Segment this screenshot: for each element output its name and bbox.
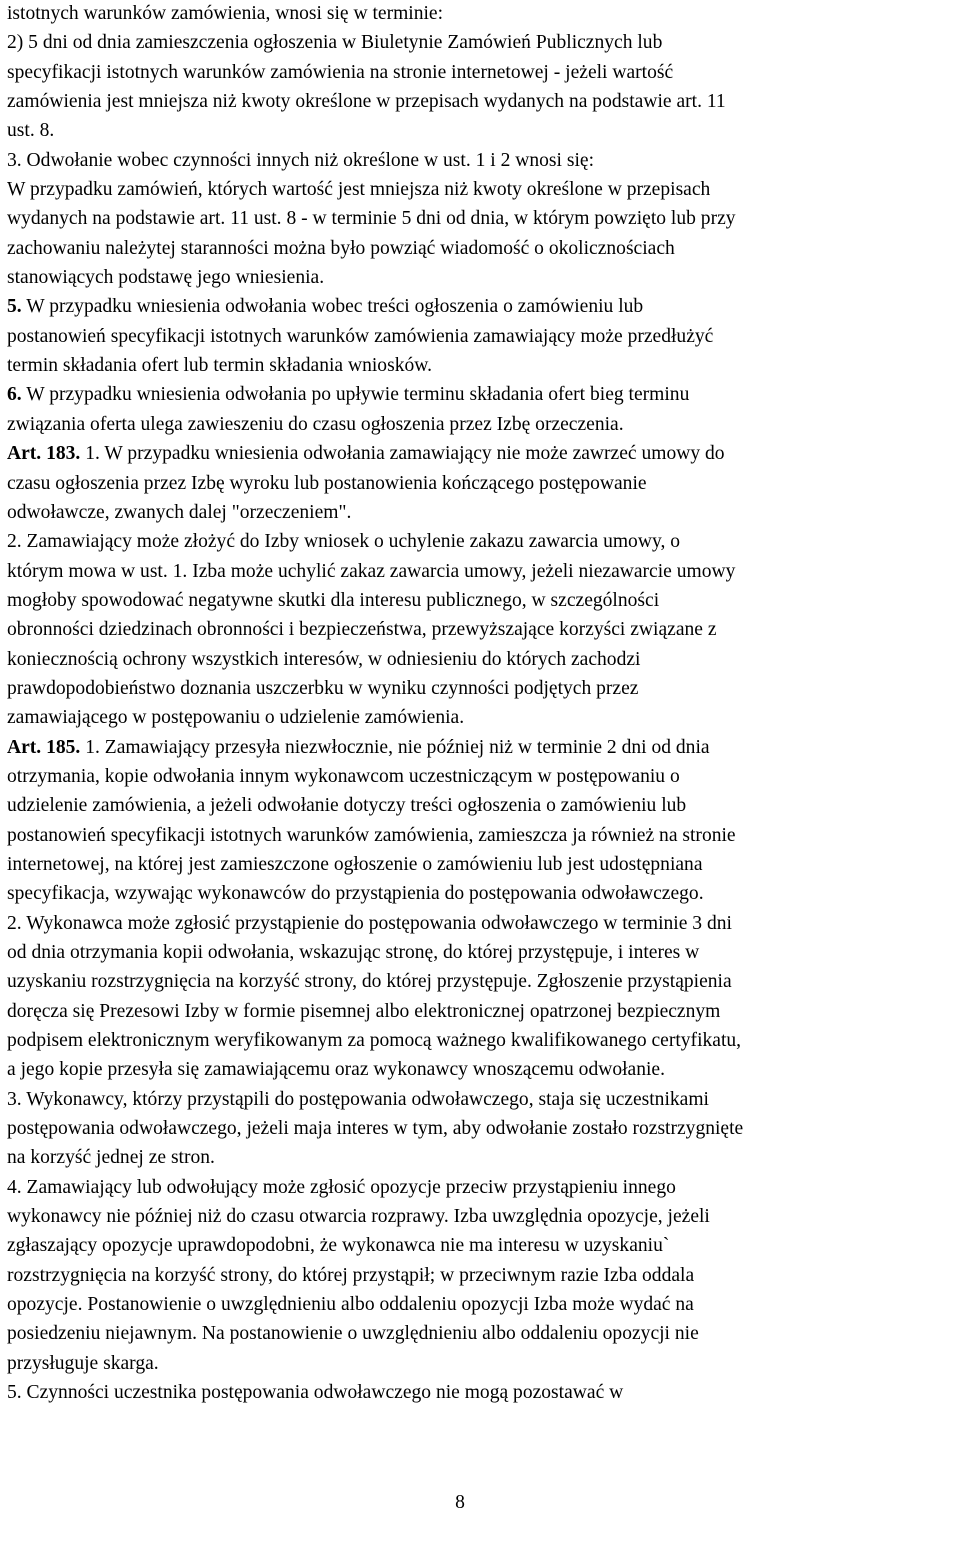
article-label: 5. bbox=[7, 296, 22, 318]
line-text: posiedzeniu niejawnym. Na postanowienie o uwzględnieniu albo oddaleniu opozycji nie bbox=[7, 1323, 699, 1345]
text-line bbox=[7, 28, 955, 57]
text-line bbox=[7, 997, 955, 1026]
text-line bbox=[7, 645, 955, 674]
line-text: otrzymania, kopie odwołania innym wykonawcom uczestniczącym w postępowaniu o bbox=[7, 765, 680, 787]
line-text: W przypadku wniesienia odwołania wobec treści ogłoszenia o zamówieniu lub bbox=[21, 296, 644, 318]
text-line bbox=[7, 586, 955, 615]
text-line bbox=[7, 380, 955, 409]
line-text: 2) 5 dni od dnia zamieszczenia ogłoszenia w Biuletynie Zamówień Publicznych lub bbox=[7, 32, 663, 54]
text-line bbox=[7, 1261, 955, 1290]
line-text: zamawiającego w postępowaniu o udzielenie zamówienia. bbox=[7, 707, 465, 729]
text-line bbox=[7, 1349, 955, 1378]
article-label: Art. 183. bbox=[7, 443, 81, 465]
line-text: czasu ogłoszenia przez Izbę wyroku lub postanowienia kończącego postępowanie bbox=[7, 472, 647, 494]
text-line bbox=[7, 703, 955, 732]
text-line bbox=[7, 527, 955, 556]
text-line bbox=[7, 1085, 955, 1114]
line-text: uzyskaniu rozstrzygnięcia na korzyść strony, do której przystępuje. Zgłoszenie przystąpienia bbox=[7, 971, 732, 993]
text-line bbox=[7, 204, 955, 233]
text-line bbox=[7, 87, 955, 116]
text-line bbox=[7, 1173, 955, 1202]
text-line bbox=[7, 615, 955, 644]
text-line bbox=[7, 850, 955, 879]
line-text: stanowiących podstawę jego wniesienia. bbox=[7, 267, 325, 289]
line-text: prawdopodobieństwo doznania uszczerbku w wyniku czynności podjętych przez bbox=[7, 677, 639, 699]
line-text: zamówienia jest mniejsza niż kwoty określone w przepisach wydanych na podstawie art. 11 bbox=[7, 91, 726, 113]
line-text: podpisem elektronicznym weryfikowanym za pomocą ważnego kwalifikowanego certyfikatu, bbox=[7, 1030, 742, 1052]
text-line bbox=[7, 116, 955, 145]
text-line bbox=[7, 1378, 955, 1407]
line-text: związania oferta ulega zawieszeniu do czasu ogłoszenia przez Izbę orzeczenia. bbox=[7, 413, 624, 435]
line-text: 2. Wykonawca może zgłosić przystąpienie do postępowania odwoławczego w terminie 3 dni bbox=[7, 912, 732, 934]
text-line bbox=[7, 1231, 955, 1260]
text-line bbox=[7, 234, 955, 263]
line-text: specyfikacji istotnych warunków zamówienia na stronie internetowej - jeżeli wartość bbox=[7, 61, 674, 83]
line-text: specyfikacja, wzywając wykonawców do przystąpienia do postępowania odwoławczego. bbox=[7, 883, 704, 905]
text-line bbox=[7, 439, 955, 468]
line-text: ust. 8. bbox=[7, 120, 55, 142]
line-text: wykonawcy nie później niż do czasu otwarcia rozprawy. Izba uwzględnia opozycje, jeżeli bbox=[7, 1206, 710, 1228]
document-body bbox=[7, 0, 957, 1408]
text-line bbox=[7, 938, 955, 967]
line-text: wydanych na podstawie art. 11 ust. 8 - w terminie 5 dni od dnia, w którym powzięto lub przy bbox=[7, 208, 736, 230]
text-line bbox=[7, 498, 955, 527]
page-number: 8 bbox=[455, 1492, 465, 1513]
line-text: postanowień specyfikacji istotnych warunków zamówienia zamawiający może przedłużyć bbox=[7, 325, 714, 347]
text-line bbox=[7, 674, 955, 703]
text-line bbox=[7, 1055, 955, 1084]
text-line bbox=[7, 1202, 955, 1231]
text-line bbox=[7, 1026, 955, 1055]
line-text: mogłoby spowodować negatywne skutki dla interesu publicznego, w szczególności bbox=[7, 589, 660, 611]
text-line bbox=[7, 967, 955, 996]
line-text: odwoławcze, zwanych dalej "orzeczeniem". bbox=[7, 501, 352, 523]
text-line bbox=[7, 322, 955, 351]
line-text: 3. Wykonawcy, którzy przystąpili do postępowania odwoławczego, staja się uczestnikami bbox=[7, 1088, 709, 1110]
text-line bbox=[7, 1143, 955, 1172]
text-line bbox=[7, 175, 955, 204]
article-label: Art. 185. bbox=[7, 736, 81, 758]
line-text: a jego kopie przesyła się zamawiającemu oraz wykonawcy wnoszącemu odwołanie. bbox=[7, 1059, 666, 1081]
text-line bbox=[7, 1114, 955, 1143]
article-label: 6. bbox=[7, 384, 22, 406]
text-line bbox=[7, 821, 955, 850]
text-line bbox=[7, 0, 955, 28]
text-line bbox=[7, 58, 955, 87]
line-text: koniecznością ochrony wszystkich interesów, w odniesieniu do których zachodzi bbox=[7, 648, 641, 670]
line-text: 4. Zamawiający lub odwołujący może zgłosić opozycje przeciw przystąpieniu innego bbox=[7, 1176, 676, 1198]
text-line bbox=[7, 909, 955, 938]
line-text: istotnych warunków zamówienia, wnosi się w terminie: bbox=[7, 3, 444, 24]
line-text: od dnia otrzymania kopii odwołania, wskazując stronę, do której przystępuje, i interes w bbox=[7, 942, 700, 963]
text-line bbox=[7, 351, 955, 380]
text-line bbox=[7, 469, 955, 498]
line-text: na korzyść jednej ze stron. bbox=[7, 1147, 215, 1169]
line-text: którym mowa w ust. 1. Izba może uchylić zakaz zawarcia umowy, jeżeli niezawarcie umowy bbox=[7, 560, 736, 582]
line-text: W przypadku zamówień, których wartość jest mniejsza niż kwoty określone w przepisach bbox=[7, 179, 711, 201]
line-text: rozstrzygnięcia na korzyść strony, do której przystąpił; w przeciwnym razie Izba oddala bbox=[7, 1264, 695, 1286]
text-line bbox=[7, 791, 955, 820]
line-text: 5. Czynności uczestnika postępowania odwoławczego nie mogą pozostawać w bbox=[7, 1382, 624, 1404]
text-line bbox=[7, 263, 955, 292]
text-line bbox=[7, 410, 955, 439]
line-text: postanowień specyfikacji istotnych warunków zamówienia, zamieszcza ja również na stronie bbox=[7, 824, 736, 846]
text-line bbox=[7, 879, 955, 908]
line-text: opozycje. Postanowienie o uwzględnieniu albo oddaleniu opozycji Izba może wydać na bbox=[7, 1294, 694, 1316]
line-text: obronności dziedzinach obronności i bezpieczeństwa, przewyższające korzyści związane z bbox=[7, 619, 717, 641]
line-text: udzielenie zamówienia, a jeżeli odwołanie dotyczy treści ogłoszenia o zamówieniu lub bbox=[7, 795, 687, 817]
line-text: zgłaszający opozycje uprawdopodobni, że wykonawca nie ma interesu w uzyskaniu` bbox=[7, 1235, 670, 1257]
line-text: zachowaniu należytej staranności można było powziąć wiadomość o okolicznościach bbox=[7, 237, 675, 259]
line-text: 2. Zamawiający może złożyć do Izby wniosek o uchylenie zakazu zawarcia umowy, o bbox=[7, 531, 681, 553]
text-line bbox=[7, 146, 955, 175]
line-text: internetowej, na której jest zamieszczone ogłoszenie o zamówieniu lub jest udostępniana bbox=[7, 853, 703, 875]
text-line bbox=[7, 292, 955, 321]
line-text: przysługuje skarga. bbox=[7, 1352, 159, 1374]
line-text: termin składania ofert lub termin składania wniosków. bbox=[7, 355, 432, 377]
line-text: 1. W przypadku wniesienia odwołania zamawiający nie może zawrzeć umowy do bbox=[80, 443, 725, 465]
line-text: 3. Odwołanie wobec czynności innych niż określone w ust. 1 i 2 wnosi się: bbox=[7, 149, 595, 171]
text-line bbox=[7, 1319, 955, 1348]
text-line bbox=[7, 762, 955, 791]
line-text: postępowania odwoławczego, jeżeli maja interes w tym, aby odwołanie zostało rozstrzygnięte bbox=[7, 1118, 744, 1140]
text-line bbox=[7, 557, 955, 586]
line-text: 1. Zamawiający przesyła niezwłocznie, nie później niż w terminie 2 dni od dnia bbox=[80, 736, 710, 758]
text-line bbox=[7, 1290, 955, 1319]
line-text: W przypadku wniesienia odwołania po upływie terminu składania ofert bieg terminu bbox=[21, 384, 690, 406]
text-line bbox=[7, 733, 955, 762]
line-text: doręcza się Prezesowi Izby w formie pisemnej albo elektronicznej opatrzonej bezpiecznym bbox=[7, 1000, 721, 1022]
